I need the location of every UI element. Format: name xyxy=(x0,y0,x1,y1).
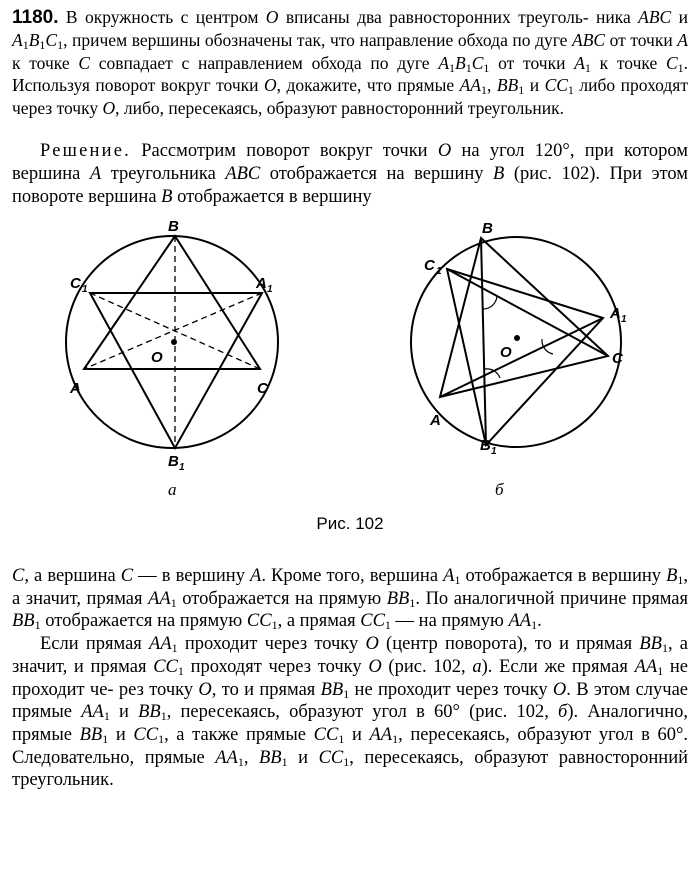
label-a-B: B xyxy=(168,218,179,235)
line-bb1-b xyxy=(481,238,486,445)
label-a-B1: B xyxy=(168,453,179,470)
figure-caption: Рис. 102 xyxy=(316,514,384,533)
solution-intro: Решение. Рассмотрим поворот вокруг точки O на угол 120°, при котором вершина A треугольника ABC отображается на вершину B (рис. 102). При этом повороте вершина B отображается в вершину xyxy=(12,141,689,207)
center-o-a xyxy=(171,339,177,345)
diagram-b xyxy=(411,237,621,447)
label-a-A: A xyxy=(70,380,81,397)
svg-text:1: 1 xyxy=(621,314,627,325)
triangle-a1b1c1-a xyxy=(90,293,262,448)
center-o-b xyxy=(514,335,520,341)
line-aa1-b xyxy=(440,318,603,397)
label-a-C1: C xyxy=(70,275,81,292)
svg-text:1: 1 xyxy=(491,446,497,457)
svg-text:1: 1 xyxy=(179,462,185,473)
label-b-A: A xyxy=(430,412,441,429)
svg-text:1: 1 xyxy=(267,284,273,295)
figure-label-a: а xyxy=(168,480,177,499)
label-b-B1: B xyxy=(480,437,491,454)
circle-b xyxy=(411,237,621,447)
label-b-A1: A xyxy=(610,305,621,322)
figure-label-b: б xyxy=(495,480,504,499)
solution-continuation: C, а вершина C — в вершину A. Кроме того, вершина $A_1$ отображается в вершину $B_1$, а значит, прямая $AA_1$ отображается на прямую $BB_1$. По аналогичной причине прямая $BB_1$ отображается на прямую $CC_1$, а прямая $CC_1$ — на прямую $AA_1$. Если прямая $AA_1$ проходит через точку O (центр поворота), то и прямая $BB_1$, а значит, и прямая $CC_1$ проходят через точку O (рис. 102, а). Если же прямая $AA_1$ не проходит че- рез точку O, то и прямая $BB_1$ не проходит через точку O. В этом случае прямые $AA_1$ и $BB_1$, пересекаясь, образуют угол в 60° (рис. 102, б). Аналогично, прямые $BB_1$ и $CC_1$, а также прямые $CC_1$ и $AA_1$, пересекаясь, образуют угол в 60°. Следовательно, прямые $AA_1$, $BB_1$ и $CC_1$, пересекаясь, образуют равносторонний треугольник. xyxy=(12,566,689,791)
figure-102 xyxy=(0,212,700,542)
angle-arc-1 xyxy=(483,296,497,309)
label-a-C: C xyxy=(257,380,268,397)
label-b-O: O xyxy=(500,344,512,361)
label-a-A1: A xyxy=(256,275,267,292)
figure-diagrams xyxy=(0,212,700,512)
triangle-a1b1c1-b xyxy=(447,269,603,445)
problem-statement: 1180. В окружность с центром O вписаны два равносторонних треуголь- ника ABC и $A_1B_1C_1$, причем вершины обозначены так, что направление обхода по дуге ABC от точки A к точке C совпадает с направлением обхода по дуге $A_1B_1C_1$ от точки $A_1$ к точке $C_1$. Используя поворот вокруг точки O, докажите, что прямые $AA_1$, $BB_1$ и $CC_1$ либо проходят через точку O, либо, пересекаясь, образуют равносторонний треугольник. xyxy=(12,7,689,118)
svg-text:1: 1 xyxy=(436,266,442,277)
label-b-B: B xyxy=(482,220,493,237)
diagram-a xyxy=(66,236,278,448)
label-b-C: C xyxy=(612,350,623,367)
problem-number: 1180. xyxy=(12,7,59,28)
svg-text:1: 1 xyxy=(82,284,88,295)
label-b-C1: C xyxy=(424,257,435,274)
angle-arc-2 xyxy=(542,339,553,354)
solution-label: Решение. xyxy=(40,141,131,161)
label-a-O: O xyxy=(151,349,163,366)
